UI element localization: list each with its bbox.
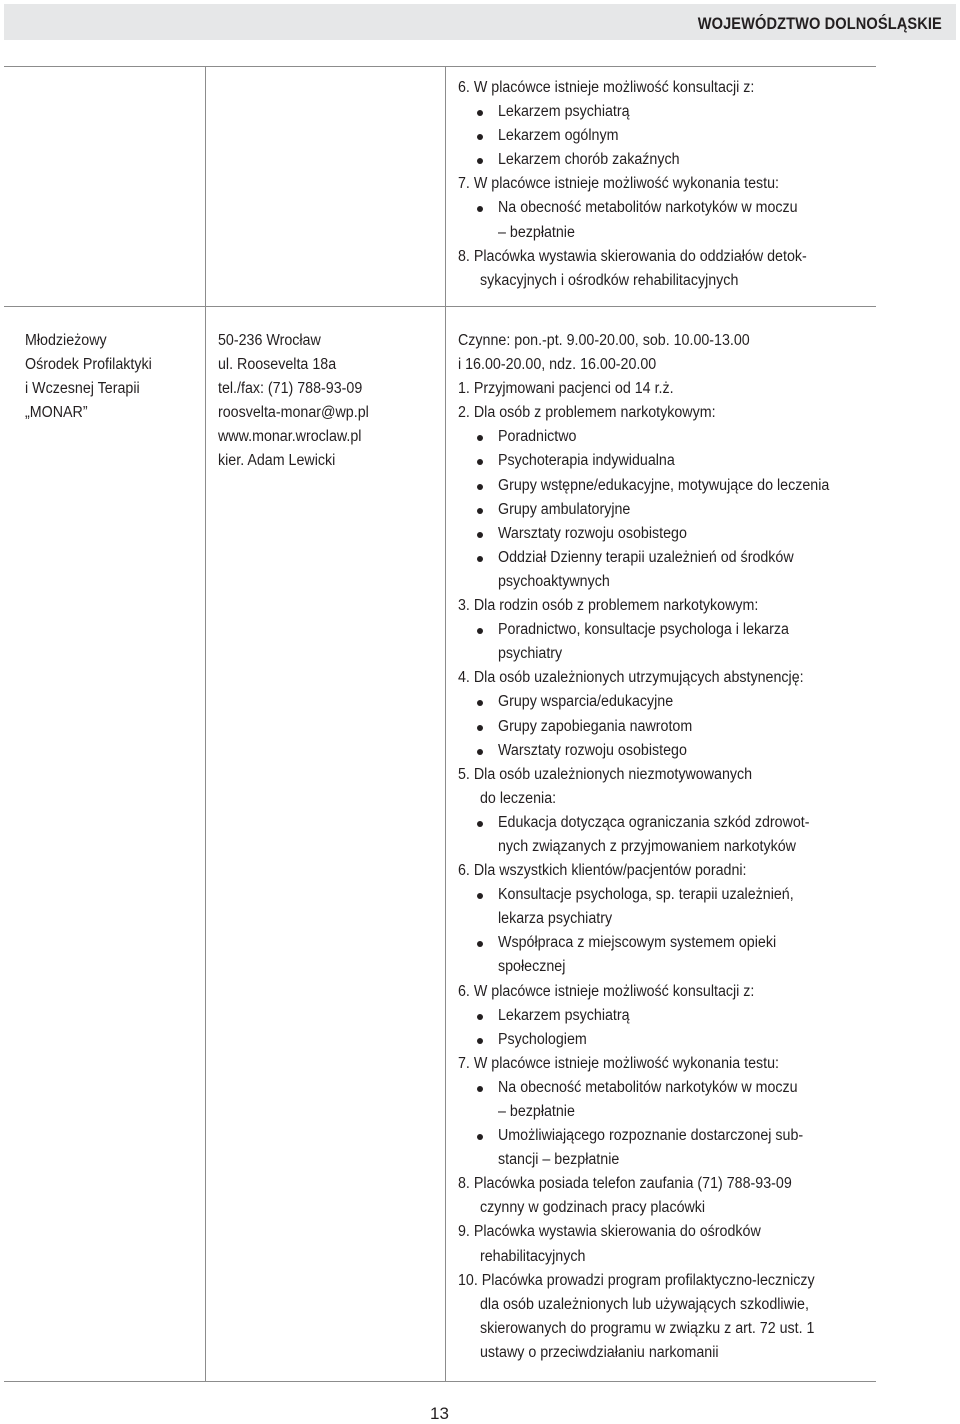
- continuation-line: [458, 269, 878, 293]
- line-text: 8. Placówka wystawia skierowania do oddziałów detok-: [458, 247, 807, 265]
- bullet-item: [458, 498, 878, 522]
- continuation-line: [458, 1148, 878, 1172]
- line-text: Na obecność metabolitów narkotyków w moczu: [498, 199, 798, 217]
- line-text: psychiatry: [498, 645, 563, 663]
- line-text: lekarza psychiatry: [498, 910, 613, 928]
- numbered-item: [458, 172, 878, 196]
- numbered-item: [458, 76, 878, 100]
- line-text: Współpraca z miejscowym systemem opieki: [498, 934, 777, 952]
- numbered-item: [458, 1052, 878, 1076]
- line-text: 6. Dla wszystkich klientów/pacjentów poradni:: [458, 862, 747, 880]
- numbered-item: [458, 763, 878, 787]
- line-text: 4. Dla osób uzależnionych utrzymujących abstynencję:: [458, 669, 804, 687]
- row-separator: [4, 306, 876, 307]
- postal-city: 50-236 Wrocław: [218, 332, 321, 349]
- bullet-item: [458, 1124, 878, 1148]
- line-text: 1. Przyjmowani pacjenci od 14 r.ż.: [458, 380, 674, 398]
- line-text: psychoaktywnych: [498, 572, 610, 590]
- facility-details: [458, 329, 878, 1365]
- email-link[interactable]: roosvelta-monar@wp.pl: [218, 404, 369, 422]
- facility-name-line: Młodzieżowy: [25, 332, 107, 349]
- line-text: 7. W placówce istnieje możliwość wykonania testu:: [458, 175, 779, 193]
- line-text: stancji – bezpłatnie: [498, 1151, 620, 1169]
- line-text: ustawy o przeciwdziałaniu narkomanii: [480, 1343, 719, 1361]
- line-text: Grupy zapobiegania nawrotom: [498, 717, 693, 735]
- bullet-item: [458, 148, 878, 172]
- bullet-item: [458, 449, 878, 473]
- numbered-item: [458, 353, 878, 377]
- facility-name-line: i Wczesnej Terapii: [25, 380, 140, 398]
- line-text: Lekarzem ogólnym: [498, 127, 619, 145]
- line-text: 6. W placówce istnieje możliwość konsultacji z:: [458, 982, 755, 1000]
- continuation-line: [458, 642, 878, 666]
- numbered-item: [458, 377, 878, 401]
- line-text: – bezpłatnie: [498, 223, 575, 241]
- region-header-bar: [4, 4, 956, 40]
- continuation-line: [458, 1317, 878, 1341]
- line-text: Grupy wstępne/edukacyjne, motywujące do leczenia: [498, 476, 830, 494]
- line-text: Psychoterapia indywidualna: [498, 452, 675, 470]
- bullet-item: [458, 1004, 878, 1028]
- continuation-line: [458, 221, 878, 245]
- website-link[interactable]: www.monar.wroclaw.pl: [218, 428, 362, 446]
- phone-fax: tel./fax: (71) 788-93-09: [218, 380, 363, 398]
- line-text: Umożliwiającego rozpoznanie dostarczonej sub-: [498, 1127, 804, 1145]
- line-text: rehabilitacyjnych: [480, 1247, 586, 1265]
- line-text: sykacyjnych i ośrodków rehabilitacyjnych: [480, 271, 739, 289]
- bullet-item: [458, 425, 878, 449]
- line-text: czynny w godzinach pracy placówki: [480, 1199, 706, 1217]
- bullet-item: [458, 931, 878, 955]
- line-text: Grupy wsparcia/edukacyjne: [498, 693, 674, 711]
- line-text: dla osób uzależnionych lub używających szkodliwie,: [480, 1295, 809, 1313]
- numbered-item: [458, 1220, 878, 1244]
- continuation-line: [458, 1293, 878, 1317]
- numbered-item: [458, 666, 878, 690]
- bullet-item: [458, 715, 878, 739]
- line-text: do leczenia:: [480, 789, 557, 807]
- line-text: 5. Dla osób uzależnionych niezmotywowanych: [458, 765, 753, 783]
- continuation-line: [458, 1196, 878, 1220]
- line-text: Lekarzem psychiatrą: [498, 103, 630, 121]
- facility-name: [25, 329, 200, 425]
- column-divider-1: [205, 66, 206, 1381]
- line-text: społecznej: [498, 958, 566, 976]
- bullet-item: [458, 196, 878, 220]
- bullet-item: [458, 1028, 878, 1052]
- continuation-line: [458, 787, 878, 811]
- bullet-item: [458, 690, 878, 714]
- bullet-item: [458, 546, 878, 570]
- column-divider-2: [445, 66, 446, 1381]
- bullet-item: [458, 522, 878, 546]
- line-text: Warsztaty rozwoju osobistego: [498, 524, 687, 542]
- numbered-item: [458, 1172, 878, 1196]
- table-bottom-rule: [4, 1381, 876, 1382]
- previous-entry-continuation: [458, 76, 878, 293]
- facility-address: [218, 329, 443, 474]
- line-text: 3. Dla rodzin osób z problemem narkotykowym:: [458, 597, 759, 615]
- numbered-item: [458, 401, 878, 425]
- continuation-line: [458, 570, 878, 594]
- street: ul. Roosevelta 18a: [218, 356, 337, 374]
- line-text: i 16.00-20.00, ndz. 16.00-20.00: [458, 356, 657, 374]
- facility-name-line: Ośrodek Profilaktyki: [25, 356, 152, 374]
- bullet-item: [458, 883, 878, 907]
- numbered-item: [458, 1269, 878, 1293]
- line-text: Poradnictwo: [498, 428, 577, 446]
- table-top-rule: [4, 66, 876, 67]
- continuation-line: [458, 955, 878, 979]
- line-text: Oddział Dzienny terapii uzależnień od środków: [498, 548, 794, 566]
- page-number: 13: [430, 1404, 449, 1423]
- continuation-line: [458, 1100, 878, 1124]
- continuation-line: [458, 835, 878, 859]
- numbered-item: [458, 980, 878, 1004]
- numbered-item: [458, 594, 878, 618]
- numbered-item: [458, 245, 878, 269]
- line-text: 9. Placówka wystawia skierowania do ośrodków: [458, 1223, 761, 1241]
- facility-name-line: „MONAR”: [25, 404, 88, 422]
- bullet-item: [458, 811, 878, 835]
- line-text: Czynne: pon.-pt. 9.00-20.00, sob. 10.00-13.00: [458, 332, 750, 349]
- bullet-item: [458, 124, 878, 148]
- bullet-item: [458, 739, 878, 763]
- bullet-item: [458, 1076, 878, 1100]
- line-text: 2. Dla osób z problemem narkotykowym:: [458, 404, 716, 422]
- bullet-item: [458, 100, 878, 124]
- continuation-line: [458, 1245, 878, 1269]
- line-text: Lekarzem psychiatrą: [498, 1006, 630, 1024]
- director: kier. Adam Lewicki: [218, 452, 336, 470]
- line-text: Konsultacje psychologa, sp. terapii uzależnień,: [498, 886, 794, 904]
- line-text: Grupy ambulatoryjne: [498, 500, 631, 518]
- line-text: skierowanych do programu w związku z art. 72 ust. 1: [480, 1319, 815, 1337]
- line-text: Na obecność metabolitów narkotyków w moczu: [498, 1078, 798, 1096]
- numbered-item: [458, 329, 878, 353]
- line-text: 7. W placówce istnieje możliwość wykonania testu:: [458, 1054, 779, 1072]
- line-text: 8. Placówka posiada telefon zaufania (71) 788-93-09: [458, 1175, 792, 1193]
- region-title: WOJEWÓDZTWO DOLNOŚLĄSKIE: [697, 14, 942, 33]
- line-text: Warsztaty rozwoju osobistego: [498, 741, 687, 759]
- bullet-item: [458, 474, 878, 498]
- line-text: 10. Placówka prowadzi program profilaktyczno-leczniczy: [458, 1271, 815, 1289]
- continuation-line: [458, 907, 878, 931]
- bullet-item: [458, 618, 878, 642]
- line-text: Edukacja dotycząca ograniczania szkód zdrowot-: [498, 813, 810, 831]
- continuation-line: [458, 1341, 878, 1365]
- line-text: nych związanych z przyjmowaniem narkotyków: [498, 837, 796, 855]
- line-text: – bezpłatnie: [498, 1103, 575, 1120]
- numbered-item: [458, 859, 878, 883]
- line-text: Poradnictwo, konsultacje psychologa i lekarza: [498, 621, 789, 639]
- line-text: Lekarzem chorób zakaźnych: [498, 151, 680, 169]
- line-text: Psychologiem: [498, 1030, 587, 1048]
- line-text: 6. W placówce istnieje możliwość konsultacji z:: [458, 79, 755, 96]
